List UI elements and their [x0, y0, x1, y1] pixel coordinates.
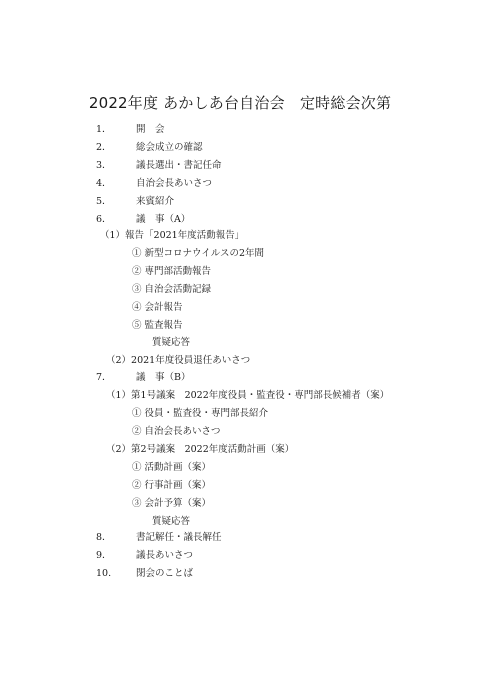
agenda-number: 8． [96, 532, 112, 543]
document-title: 2022年度 あかしあ台自治会 定時総会次第 [88, 94, 392, 112]
agenda-subitem: （1）報告「2021年度活動報告」 [100, 230, 245, 241]
agenda-item [96, 532, 222, 544]
agenda-item [96, 124, 165, 136]
agenda-number: 9． [96, 550, 112, 561]
agenda-text: 閉会のことば [136, 568, 194, 579]
agenda-number: 2． [96, 142, 112, 153]
agenda-subitem: （2）第2号議案 2022年度活動計画（案） [106, 444, 295, 455]
agenda-text: 開 会 [136, 124, 165, 135]
agenda-subitem: ② 専門部活動報告 [132, 266, 212, 277]
agenda-text: 議長あいさつ [136, 550, 194, 561]
agenda-text: 来賓紹介 [136, 196, 175, 207]
agenda-subitem: 質疑応答 [152, 337, 191, 348]
agenda-number: 3． [96, 160, 112, 171]
agenda-text: 議長選出・書記任命 [136, 160, 222, 171]
agenda-subitem: ③ 自治会活動記録 [132, 284, 212, 295]
agenda-item [96, 196, 174, 208]
agenda-text: 自治会長あいさつ [136, 178, 213, 189]
agenda-item [96, 178, 212, 190]
agenda-number: 10. [96, 568, 112, 579]
agenda-text: 議 事（A） [136, 214, 191, 225]
agenda-number: 5． [96, 196, 112, 207]
agenda-item [96, 142, 203, 154]
agenda-subitem: ② 行事計画（案） [132, 480, 212, 491]
agenda-text: 議 事（B） [136, 372, 191, 383]
agenda-item [96, 550, 193, 562]
agenda-number: 6． [96, 214, 112, 225]
agenda-item [96, 214, 190, 226]
agenda-subitem: ④ 会計報告 [132, 302, 183, 313]
agenda-number: 4． [96, 178, 112, 189]
agenda-subitem: （2）2021年度役員退任あいさつ [106, 355, 251, 366]
agenda-item [96, 372, 190, 384]
agenda-subitem: ① 役員・監査役・専門部長紹介 [132, 408, 269, 419]
agenda-subitem: （1）第1号議案 2022年度役員・監査役・専門部長候補者（案） [106, 390, 390, 401]
agenda-subitem: ① 新型コロナウイルスの2年間 [132, 248, 264, 259]
agenda-text: 書記解任・議長解任 [136, 532, 222, 543]
agenda-item [96, 568, 193, 580]
agenda-subitem: ① 活動計画（案） [132, 462, 212, 473]
agenda-subitem: 質疑応答 [152, 516, 191, 527]
agenda-text: 総会成立の確認 [136, 142, 203, 153]
agenda-number: 1． [96, 124, 112, 135]
agenda-subitem: ② 自治会長あいさつ [132, 426, 221, 437]
agenda-subitem: ⑤ 監査報告 [132, 320, 183, 331]
agenda-subitem: ③ 会計予算（案） [132, 498, 212, 509]
agenda-item [96, 160, 222, 172]
agenda-number: 7． [96, 372, 112, 383]
